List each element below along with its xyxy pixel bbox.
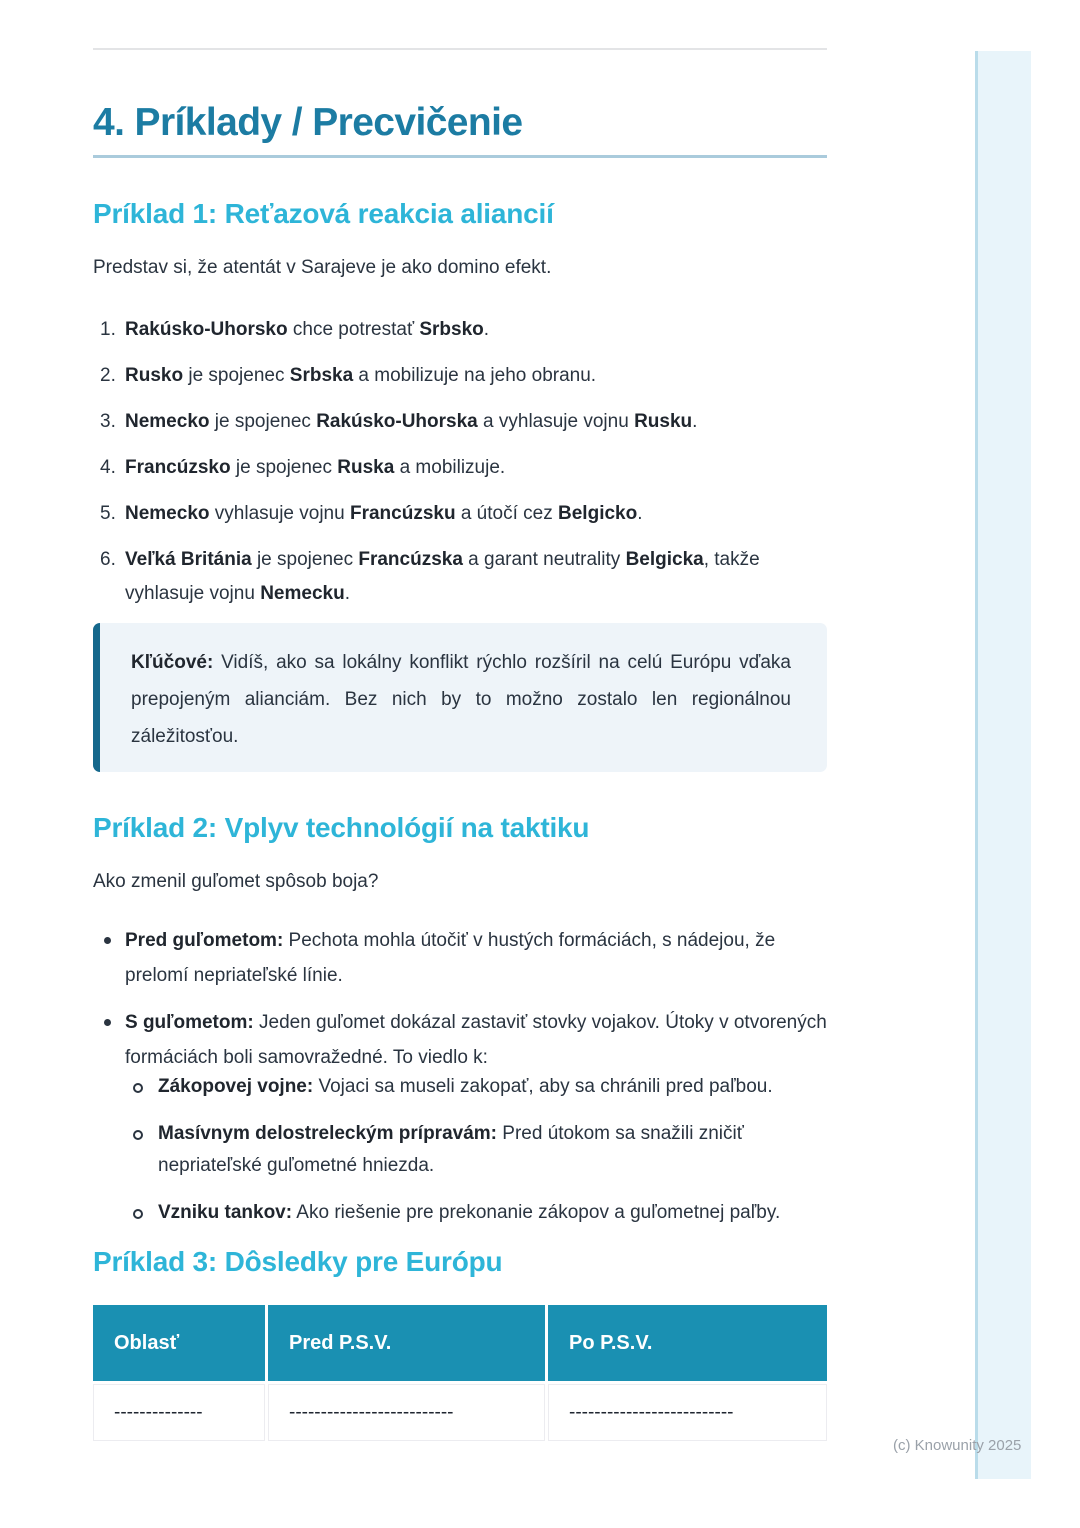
bold-term: Francúzsko [125,457,231,478]
table-cell-po-psv: -------------------------- [548,1384,827,1441]
table-cell-oblast: -------------- [93,1384,265,1441]
text-run: a vyhlasuje vojnu [477,411,635,432]
text-run: Pechota mohla útočiť v hustých formáciách, s nádejou, že prelomí nepriateľské línie. [125,930,776,986]
bold-term: Francúzska [358,549,463,570]
alliance-chain-list [93,313,827,611]
bold-term: Ruska [337,457,395,478]
top-divider [93,48,827,50]
bold-term: Nemecku [260,583,345,604]
bold-term: Masívnym delostreleckým prípravám: [158,1123,497,1144]
text-run: a garant neutrality [462,549,626,570]
sub-list [125,1071,827,1229]
callout-body: Vidíš, ako sa lokálny konflikt rýchlo rozšíril na celú Európu vďaka prepojeným alianciám. Bez nich by to možno zostalo len regionálnou záležitosťou. [131,652,791,747]
bold-term: Francúzsku [349,503,456,524]
intro-paragraph-example2: Ako zmenil guľomet spôsob boja? [93,871,379,892]
list-item [125,359,827,393]
table-header-oblast: Oblasť [93,1305,265,1381]
table-cell-pred-psv: -------------------------- [268,1384,545,1441]
bold-term: S guľometom: [125,1012,254,1033]
list-item [158,1071,827,1103]
text-run: vyhlasuje vojnu [209,503,350,524]
text-run: chce potrestať [287,319,420,340]
text-run: a mobilizuje. [394,457,506,478]
consequences-table [93,1305,827,1441]
machine-gun-impact-list [93,923,827,1229]
text-run: je spojenec [183,365,290,386]
callout-text [131,644,791,755]
list-item [158,1197,827,1229]
intro-paragraph-example1: Predstav si, že atentát v Sarajeve je ako domino efekt. [93,257,552,278]
section-heading-example3: Príklad 3: Dôsledky pre Európu [93,1246,503,1277]
bold-term: Pred guľometom: [125,930,284,951]
text-run: Vojaci sa museli zakopať, aby sa chránili pred paľbou. [313,1076,773,1097]
bold-term: Nemecko [125,503,210,524]
text-run: je spojenec [230,457,338,478]
text-run: je spojenec [251,549,359,570]
bold-term: Srbska [289,365,354,386]
title-underline [93,155,827,158]
table-header-po-psv: Po P.S.V. [548,1305,827,1381]
bold-term: Rusko [125,365,184,386]
copyright-watermark: (c) Knowunity 2025 [893,1437,1022,1454]
list-item [125,543,827,611]
key-takeaway-callout [93,623,827,772]
section-heading-example2: Príklad 2: Vplyv technológií na taktiku [93,812,590,843]
section-heading-example1: Príklad 1: Reťazová reakcia aliancií [93,198,554,229]
bold-term: Vzniku tankov: [158,1202,293,1223]
text-run: Pred útokom sa snažili zničiť nepriateľské guľometné hniezda. [158,1123,744,1176]
list-item [125,497,827,531]
text-run: a útočí cez [455,503,559,524]
bold-term: Veľká Británia [125,549,252,570]
text-run: . [637,503,643,524]
text-run: je spojenec [209,411,317,432]
text-run: . [344,583,350,604]
page-title: 4. Príklady / Precvičenie [93,101,523,144]
table-header-pred-psv: Pred P.S.V. [268,1305,545,1381]
bold-term: Belgicka [625,549,704,570]
callout-label: Kľúčové: [131,652,214,673]
text-run: , takže vyhlasuje vojnu [125,549,760,604]
bold-term: Nemecko [125,411,210,432]
list-item [125,405,827,439]
bold-term: Srbsko [419,319,484,340]
list-item [125,451,827,485]
bold-term: Rusku [634,411,693,432]
text-run: a mobilizuje na jeho obranu. [353,365,597,386]
list-item [125,313,827,347]
list-item [125,923,827,993]
page-edge-strip [975,51,1031,1479]
text-run: Jeden guľomet dokázal zastaviť stovky vojakov. Útoky v otvorených formáciách boli samovražedné. To viedlo k: [125,1012,827,1068]
content-column [93,0,827,1441]
bold-term: Belgicko [558,503,638,524]
bold-term: Rakúsko-Uhorska [316,411,478,432]
list-item [158,1118,827,1182]
text-run: . [692,411,698,432]
bold-term: Rakúsko-Uhorsko [125,319,288,340]
bold-term: Zákopovej vojne: [158,1076,314,1097]
text-run: . [483,319,490,340]
text-run: Ako riešenie pre prekonanie zákopov a guľometnej paľby. [292,1202,781,1223]
list-item [125,1005,827,1229]
